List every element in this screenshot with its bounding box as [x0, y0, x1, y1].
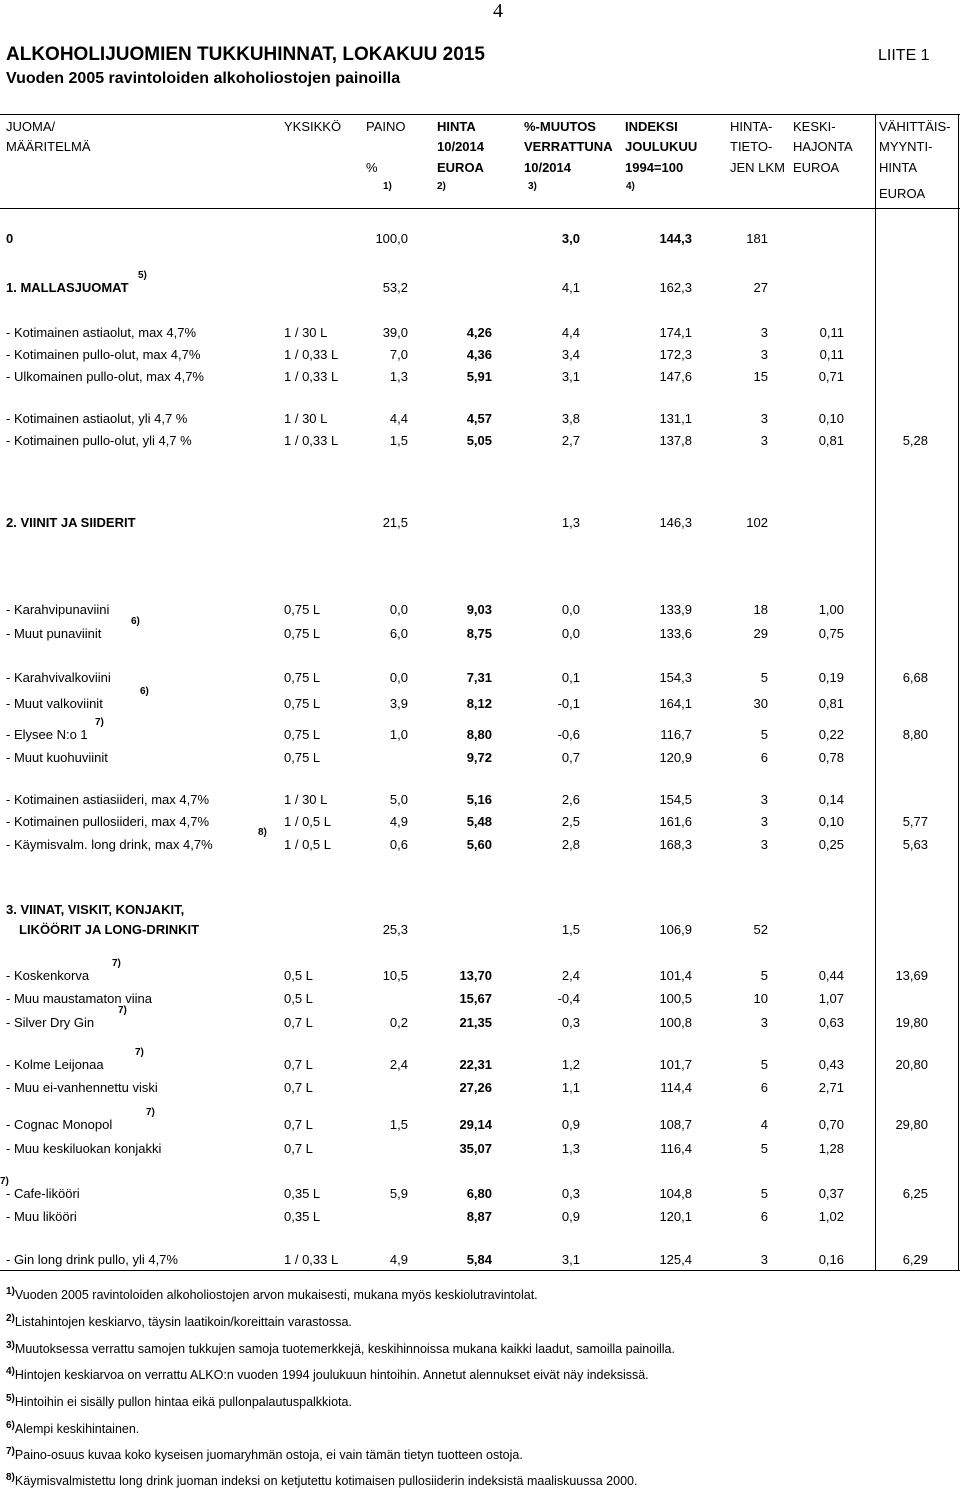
header-muutos-note: 3)	[528, 181, 537, 192]
cell-indeksi: 172,3	[659, 347, 692, 362]
cell-lkm: 15	[753, 369, 768, 384]
cell-vahittais: 29,80	[895, 1117, 928, 1132]
cell-hajonta: 2,71	[818, 1080, 844, 1095]
cell-muutos: 0,1	[561, 670, 580, 685]
section-label: 2. VIINIT JA SIIDERIT	[6, 515, 136, 530]
cell-lkm: 3	[760, 837, 768, 852]
header-juoma: JUOMA/	[6, 119, 56, 134]
cell-hinta: 4,57	[466, 411, 492, 426]
cell-hinta: 7,31	[466, 670, 492, 685]
cell-yksikko: 1 / 0,33 L	[284, 369, 339, 384]
section-note: 5)	[138, 270, 147, 281]
header-hinta-note: 2)	[437, 181, 446, 192]
page-number: 4	[493, 0, 503, 22]
cell-vahittais: 6,29	[902, 1252, 928, 1267]
section-label: 1. MALLASJUOMAT	[6, 280, 129, 295]
cell-paino: 4,9	[389, 814, 408, 829]
cell-indeksi: 161,6	[659, 814, 692, 829]
cell-muutos: 3,4	[561, 347, 580, 362]
footnote	[6, 1446, 523, 1462]
cell-juoma: - Kotimainen astiasiideri, max 4,7%	[6, 792, 210, 807]
section-label-2: LIKÖÖRIT JA LONG-DRINKIT	[19, 922, 200, 937]
cell-juoma-note: 6)	[140, 686, 149, 697]
cell-juoma-note: 7)	[135, 1047, 144, 1058]
header-hintatieto-2: TIETO-	[730, 139, 773, 154]
cell-yksikko: 0,5 L	[284, 968, 313, 983]
cell-hajonta: 0,44	[818, 968, 844, 983]
cell-muutos: 0,3	[561, 1186, 580, 1201]
cell-vahittais: 5,77	[902, 814, 928, 829]
total-muutos: 3,0	[561, 231, 580, 246]
cell-paino: 2,4	[389, 1057, 408, 1072]
cell-vahittais: 19,80	[895, 1015, 928, 1030]
cell-paino: 4,9	[389, 1252, 408, 1267]
cell-paino: 39,0	[382, 325, 408, 340]
cell-juoma: - Kolme Leijonaa	[6, 1057, 104, 1072]
cell-muutos: 2,8	[561, 837, 580, 852]
cell-lkm: 6	[760, 1209, 768, 1224]
cell-lkm: 6	[760, 1080, 768, 1095]
cell-yksikko: 1 / 0,5 L	[284, 814, 331, 829]
footnote-mark: 1)	[6, 1286, 15, 1297]
cell-yksikko: 1 / 30 L	[284, 325, 328, 340]
cell-indeksi: 104,8	[659, 1186, 692, 1201]
cell-yksikko: 1 / 0,33 L	[284, 433, 339, 448]
cell-paino: 3,9	[389, 696, 408, 711]
cell-juoma: - Muut valkoviinit	[6, 696, 103, 711]
total-lkm: 181	[746, 231, 768, 246]
cell-muutos: -0,6	[557, 727, 580, 742]
cell-lkm: 3	[760, 433, 768, 448]
cell-hajonta: 0,19	[818, 670, 844, 685]
cell-juoma-note: 8)	[258, 827, 267, 838]
cell-hinta: 15,67	[459, 991, 492, 1006]
cell-yksikko: 0,75 L	[284, 602, 321, 617]
header-hintatieto-3: JEN LKM	[730, 160, 785, 175]
cell-indeksi: 131,1	[659, 411, 692, 426]
cell-juoma: - Kotimainen pullo-olut, max 4,7%	[6, 347, 201, 362]
footnote	[6, 1286, 538, 1302]
cell-paino: 5,9	[389, 1186, 408, 1201]
cell-muutos: 2,5	[561, 814, 580, 829]
cell-hinta: 22,31	[459, 1057, 492, 1072]
cell-juoma: - Elysee N:o 1	[6, 727, 88, 742]
cell-yksikko: 0,7 L	[284, 1080, 313, 1095]
cell-muutos: 0,9	[561, 1209, 580, 1224]
cell-vahittais: 6,25	[902, 1186, 928, 1201]
cell-hinta: 6,80	[466, 1186, 492, 1201]
cell-lkm: 3	[760, 325, 768, 340]
cell-hajonta: 0,10	[818, 814, 844, 829]
cell-lkm: 5	[760, 1057, 768, 1072]
cell-yksikko: 0,7 L	[284, 1141, 313, 1156]
cell-muutos: 3,8	[561, 411, 580, 426]
cell-vahittais: 5,63	[902, 837, 928, 852]
section-label-1: 3. VIINAT, VISKIT, KONJAKIT,	[6, 902, 185, 917]
cell-indeksi: 154,5	[659, 792, 692, 807]
footnote-text: Hintoihin ei sisälly pullon hintaa eikä pullonpalautuspalkkiota.	[14, 1395, 352, 1410]
footnote	[6, 1313, 352, 1329]
cell-paino: 1,5	[389, 433, 408, 448]
cell-indeksi: 100,8	[659, 1015, 692, 1030]
cell-hajonta: 0,11	[819, 347, 844, 362]
cell-paino: 0,0	[389, 602, 408, 617]
header-keskihajonta: KESKI-	[793, 119, 836, 134]
cell-hajonta: 0,71	[818, 369, 844, 384]
cell-indeksi: 137,8	[659, 433, 692, 448]
cell-hinta: 9,03	[466, 602, 492, 617]
footnote-text: Alempi keskihintainen.	[14, 1422, 140, 1437]
cell-juoma-note: 7)	[112, 958, 121, 969]
section-indeksi: 106,9	[659, 922, 692, 937]
cell-lkm: 10	[753, 991, 768, 1006]
cell-yksikko: 0,35 L	[284, 1186, 321, 1201]
footnote-mark: 8)	[6, 1472, 15, 1483]
cell-juoma: - Muu ei-vanhennettu viski	[6, 1080, 158, 1095]
cell-paino: 0,2	[389, 1015, 408, 1030]
cell-lkm: 3	[760, 792, 768, 807]
cell-yksikko: 0,5 L	[284, 991, 313, 1006]
cell-lkm: 6	[760, 750, 768, 765]
cell-hinta: 5,05	[466, 433, 492, 448]
cell-juoma: - Cognac Monopol	[6, 1117, 113, 1132]
cell-indeksi: 116,4	[660, 1141, 692, 1156]
cell-hinta: 21,35	[459, 1015, 492, 1030]
cell-juoma-note: 7)	[95, 717, 104, 728]
cell-juoma: - Muut punaviinit	[6, 626, 102, 641]
footnote-text: Paino-osuus kuvaa koko kyseisen juomaryhmän ostoja, ei vain tämän tietyn tuotteen ostoja.	[14, 1448, 523, 1463]
cell-paino: 4,4	[389, 411, 408, 426]
header-hinta-unit: EUROA	[437, 160, 484, 175]
cell-hajonta: 0,81	[818, 696, 844, 711]
header-muutos-date: 10/2014	[524, 160, 571, 175]
header-vahittais: VÄHITTÄIS-	[879, 119, 951, 134]
section-muutos: 4,1	[561, 280, 580, 295]
cell-vahittais: 20,80	[895, 1057, 928, 1072]
cell-hinta: 35,07	[459, 1141, 492, 1156]
cell-hajonta: 0,11	[819, 325, 844, 340]
cell-vahittais: 8,80	[902, 727, 928, 742]
cell-hinta: 9,72	[466, 750, 492, 765]
footnote	[6, 1366, 649, 1382]
header-vahittais-2: MYYNTI-	[879, 139, 933, 154]
cell-juoma: - Cafe-likööri	[6, 1186, 80, 1201]
cell-lkm: 3	[760, 347, 768, 362]
cell-indeksi: 164,1	[659, 696, 692, 711]
header-muutos: %-MUUTOS	[524, 119, 596, 134]
cell-juoma: - Muut kuohuviinit	[6, 750, 108, 765]
cell-paino: 5,0	[389, 792, 408, 807]
cell-juoma: - Kotimainen astiaolut, yli 4,7 %	[6, 411, 188, 426]
cell-hajonta: 0,37	[818, 1186, 844, 1201]
cell-paino: 0,6	[389, 837, 408, 852]
cell-indeksi: 125,4	[659, 1252, 692, 1267]
cell-juoma: - Muu likööri	[6, 1209, 77, 1224]
footnote-text: Käymisvalmistettu long drink juoman indeksi on ketjutettu kotimaisen pullosiiderin indeksistä maaliskuussa 2000.	[14, 1474, 638, 1489]
section-paino: 21,5	[382, 515, 408, 530]
cell-lkm: 30	[753, 696, 768, 711]
cell-hinta: 5,84	[466, 1252, 492, 1267]
cell-juoma: - Ulkomainen pullo-olut, max 4,7%	[6, 369, 204, 384]
cell-indeksi: 100,5	[659, 991, 692, 1006]
cell-lkm: 5	[760, 1186, 768, 1201]
cell-hajonta: 0,22	[818, 727, 844, 742]
cell-muutos: 1,1	[561, 1080, 580, 1095]
cell-hajonta: 1,02	[818, 1209, 844, 1224]
cell-lkm: 5	[760, 670, 768, 685]
footnote-text: Listahintojen keskiarvo, täysin laatikoin/koreittain varastossa.	[14, 1315, 352, 1330]
cell-hinta: 5,16	[466, 792, 492, 807]
cell-juoma: - Karahvipunaviini	[6, 602, 110, 617]
cell-hajonta: 1,00	[818, 602, 844, 617]
cell-juoma: - Koskenkorva	[6, 968, 90, 983]
header-keskihajonta-2: HAJONTA	[793, 139, 853, 154]
footnote-mark: 4)	[6, 1366, 15, 1377]
footnote-text: Hintojen keskiarvoa on verrattu ALKO:n vuoden 1994 joulukuun hintoihin. Annetut alennukset eivät näy indeksissä.	[14, 1368, 649, 1383]
cell-indeksi: 147,6	[659, 369, 692, 384]
cell-yksikko: 1 / 30 L	[284, 792, 328, 807]
cell-muutos: 3,1	[561, 369, 580, 384]
cell-muutos: 0,0	[561, 602, 580, 617]
cell-vahittais: 13,69	[895, 968, 928, 983]
cell-indeksi: 168,3	[659, 837, 692, 852]
section-muutos: 1,3	[561, 515, 580, 530]
cell-paino: 1,0	[389, 727, 408, 742]
cell-yksikko: 0,75 L	[284, 750, 321, 765]
cell-yksikko: 0,7 L	[284, 1057, 313, 1072]
header-paino: PAINO	[366, 119, 406, 134]
header-hinta: HINTA	[437, 119, 476, 134]
footnote-mark: 6)	[6, 1420, 15, 1431]
cell-hajonta: 0,14	[818, 792, 844, 807]
cell-juoma: - Silver Dry Gin	[6, 1015, 95, 1030]
cell-hinta: 29,14	[459, 1117, 492, 1132]
footnote	[6, 1340, 675, 1356]
cell-paino: 1,3	[389, 369, 408, 384]
header-paino-unit: %	[366, 160, 378, 175]
cell-muutos: 3,1	[561, 1252, 580, 1267]
cell-lkm: 3	[760, 1252, 768, 1267]
cell-hinta: 4,36	[466, 347, 492, 362]
cell-muutos: 2,4	[561, 968, 580, 983]
cell-indeksi: 108,7	[659, 1117, 692, 1132]
section-lkm: 52	[753, 922, 768, 937]
footnote-mark: 3)	[6, 1340, 15, 1351]
cell-hinta: 13,70	[459, 968, 492, 983]
cell-hajonta: 0,10	[818, 411, 844, 426]
cell-indeksi: 120,1	[659, 1209, 692, 1224]
cell-paino: 6,0	[389, 626, 408, 641]
cell-lkm: 3	[760, 411, 768, 426]
cell-juoma: - Käymisvalm. long drink, max 4,7%	[6, 837, 213, 852]
section-paino: 53,2	[382, 280, 408, 295]
footnote	[6, 1393, 352, 1409]
cell-hajonta: 1,28	[818, 1141, 844, 1156]
page-title: ALKOHOLIJUOMIEN TUKKUHINNAT, LOKAKUU 2015	[6, 44, 485, 65]
cell-juoma-note: 7)	[0, 1176, 9, 1187]
cell-yksikko: 1 / 0,33 L	[284, 1252, 339, 1267]
cell-paino: 10,5	[382, 968, 408, 983]
appendix-label: LIITE 1	[878, 47, 930, 64]
cell-indeksi: 114,4	[660, 1080, 692, 1095]
cell-indeksi: 116,7	[660, 727, 692, 742]
cell-juoma: - Muu keskiluokan konjakki	[6, 1141, 162, 1156]
cell-hajonta: 0,16	[818, 1252, 844, 1267]
cell-indeksi: 133,6	[659, 626, 692, 641]
cell-yksikko: 0,7 L	[284, 1015, 313, 1030]
header-indeksi-base: 1994=100	[625, 160, 684, 175]
cell-yksikko: 0,35 L	[284, 1209, 321, 1224]
cell-hinta: 5,48	[466, 814, 492, 829]
cell-lkm: 3	[760, 814, 768, 829]
header-keskihajonta-unit: EUROA	[793, 160, 840, 175]
cell-lkm: 3	[760, 1015, 768, 1030]
cell-hajonta: 0,78	[818, 750, 844, 765]
cell-muutos: 0,0	[561, 626, 580, 641]
section-indeksi: 162,3	[659, 280, 692, 295]
cell-lkm: 5	[760, 968, 768, 983]
cell-juoma-note: 7)	[118, 1005, 127, 1016]
cell-hajonta: 0,43	[818, 1057, 844, 1072]
header-vahittais-3: HINTA	[879, 160, 918, 175]
cell-lkm: 5	[760, 1141, 768, 1156]
cell-lkm: 5	[760, 727, 768, 742]
cell-muutos: 0,7	[561, 750, 580, 765]
cell-hajonta: 1,07	[818, 991, 844, 1006]
cell-yksikko: 0,75 L	[284, 696, 321, 711]
footnote-mark: 2)	[6, 1313, 15, 1324]
cell-yksikko: 0,75 L	[284, 727, 321, 742]
cell-lkm: 29	[753, 626, 768, 641]
cell-juoma: - Kotimainen pullo-olut, yli 4,7 %	[6, 433, 192, 448]
header-muutos-verrattuna: VERRATTUNA	[524, 139, 613, 154]
section-lkm: 27	[753, 280, 768, 295]
page-subtitle: Vuoden 2005 ravintoloiden alkoholiostojen painoilla	[6, 70, 401, 87]
total-label: 0	[6, 231, 14, 246]
cell-paino: 0,0	[389, 670, 408, 685]
header-hinta-date: 10/2014	[437, 139, 484, 154]
cell-hinta: 27,26	[459, 1080, 492, 1095]
cell-muutos: 0,3	[561, 1015, 580, 1030]
footnote-text: Muutoksessa verrattu samojen tukkujen samoja tuotemerkkejä, keskihinnoissa mukana kaikki laadut, samoilla painoilla.	[14, 1342, 675, 1357]
cell-juoma-note: 7)	[146, 1107, 155, 1118]
cell-hajonta: 0,70	[818, 1117, 844, 1132]
header-paino-note: 1)	[383, 181, 392, 192]
cell-indeksi: 154,3	[659, 670, 692, 685]
cell-yksikko: 1 / 0,33 L	[284, 347, 339, 362]
header-yksikko: YKSIKKÖ	[284, 119, 342, 134]
cell-hajonta: 0,81	[818, 433, 844, 448]
cell-lkm: 18	[753, 602, 768, 617]
cell-yksikko: 0,7 L	[284, 1117, 313, 1132]
section-lkm: 102	[746, 515, 768, 530]
cell-paino: 1,5	[389, 1117, 408, 1132]
cell-juoma: - Muu maustamaton viina	[6, 991, 152, 1006]
cell-indeksi: 101,4	[659, 968, 692, 983]
section-muutos: 1,5	[561, 922, 580, 937]
cell-muutos: -0,4	[557, 991, 580, 1006]
cell-indeksi: 120,9	[659, 750, 692, 765]
cell-muutos: 4,4	[561, 325, 580, 340]
header-indeksi: INDEKSI	[625, 119, 678, 134]
footnote	[6, 1420, 139, 1436]
header-hintatieto: HINTA-	[730, 119, 773, 134]
cell-muutos: 0,9	[561, 1117, 580, 1132]
cell-hinta: 8,80	[466, 727, 492, 742]
total-indeksi: 144,3	[659, 231, 692, 246]
cell-juoma-note: 6)	[131, 616, 140, 627]
cell-hajonta: 0,25	[818, 837, 844, 852]
cell-paino: 7,0	[389, 347, 408, 362]
cell-juoma: - Kotimainen astiaolut, max 4,7%	[6, 325, 197, 340]
cell-lkm: 4	[760, 1117, 768, 1132]
cell-vahittais: 5,28	[902, 433, 928, 448]
cell-hinta: 5,60	[466, 837, 492, 852]
cell-yksikko: 0,75 L	[284, 670, 321, 685]
cell-hinta: 8,87	[466, 1209, 492, 1224]
cell-juoma: - Kotimainen pullosiideri, max 4,7%	[6, 814, 210, 829]
cell-hinta: 8,75	[466, 626, 492, 641]
section-paino: 25,3	[382, 922, 408, 937]
cell-indeksi: 174,1	[659, 325, 692, 340]
cell-hajonta: 0,63	[818, 1015, 844, 1030]
footnote	[6, 1472, 637, 1488]
cell-yksikko: 0,75 L	[284, 626, 321, 641]
section-indeksi: 146,3	[659, 515, 692, 530]
header-indeksi-joulukuu: JOULUKUU	[625, 139, 698, 154]
cell-hinta: 8,12	[466, 696, 492, 711]
cell-muutos: -0,1	[557, 696, 580, 711]
header-maaritelma: MÄÄRITELMÄ	[6, 139, 91, 154]
cell-indeksi: 101,7	[659, 1057, 692, 1072]
cell-muutos: 1,2	[561, 1057, 580, 1072]
cell-vahittais: 6,68	[902, 670, 928, 685]
cell-muutos: 2,7	[561, 433, 580, 448]
header-indeksi-note: 4)	[626, 181, 635, 192]
cell-muutos: 1,3	[561, 1141, 580, 1156]
cell-yksikko: 1 / 0,5 L	[284, 837, 331, 852]
cell-indeksi: 133,9	[659, 602, 692, 617]
cell-yksikko: 1 / 30 L	[284, 411, 328, 426]
footnote-mark: 5)	[6, 1393, 15, 1404]
cell-muutos: 2,6	[561, 792, 580, 807]
header-vahittais-unit: EUROA	[879, 186, 926, 201]
total-paino: 100,0	[375, 231, 408, 246]
cell-hajonta: 0,75	[818, 626, 844, 641]
cell-hinta: 5,91	[466, 369, 492, 384]
footnote-text: Vuoden 2005 ravintoloiden alkoholiostojen arvon mukaisesti, mukana myös keskiolutravintolat.	[14, 1288, 538, 1303]
footnote-mark: 7)	[6, 1446, 15, 1457]
cell-juoma: - Karahvivalkoviini	[6, 670, 111, 685]
cell-juoma: - Gin long drink pullo, yli 4,7%	[6, 1252, 178, 1267]
cell-hinta: 4,26	[466, 325, 492, 340]
